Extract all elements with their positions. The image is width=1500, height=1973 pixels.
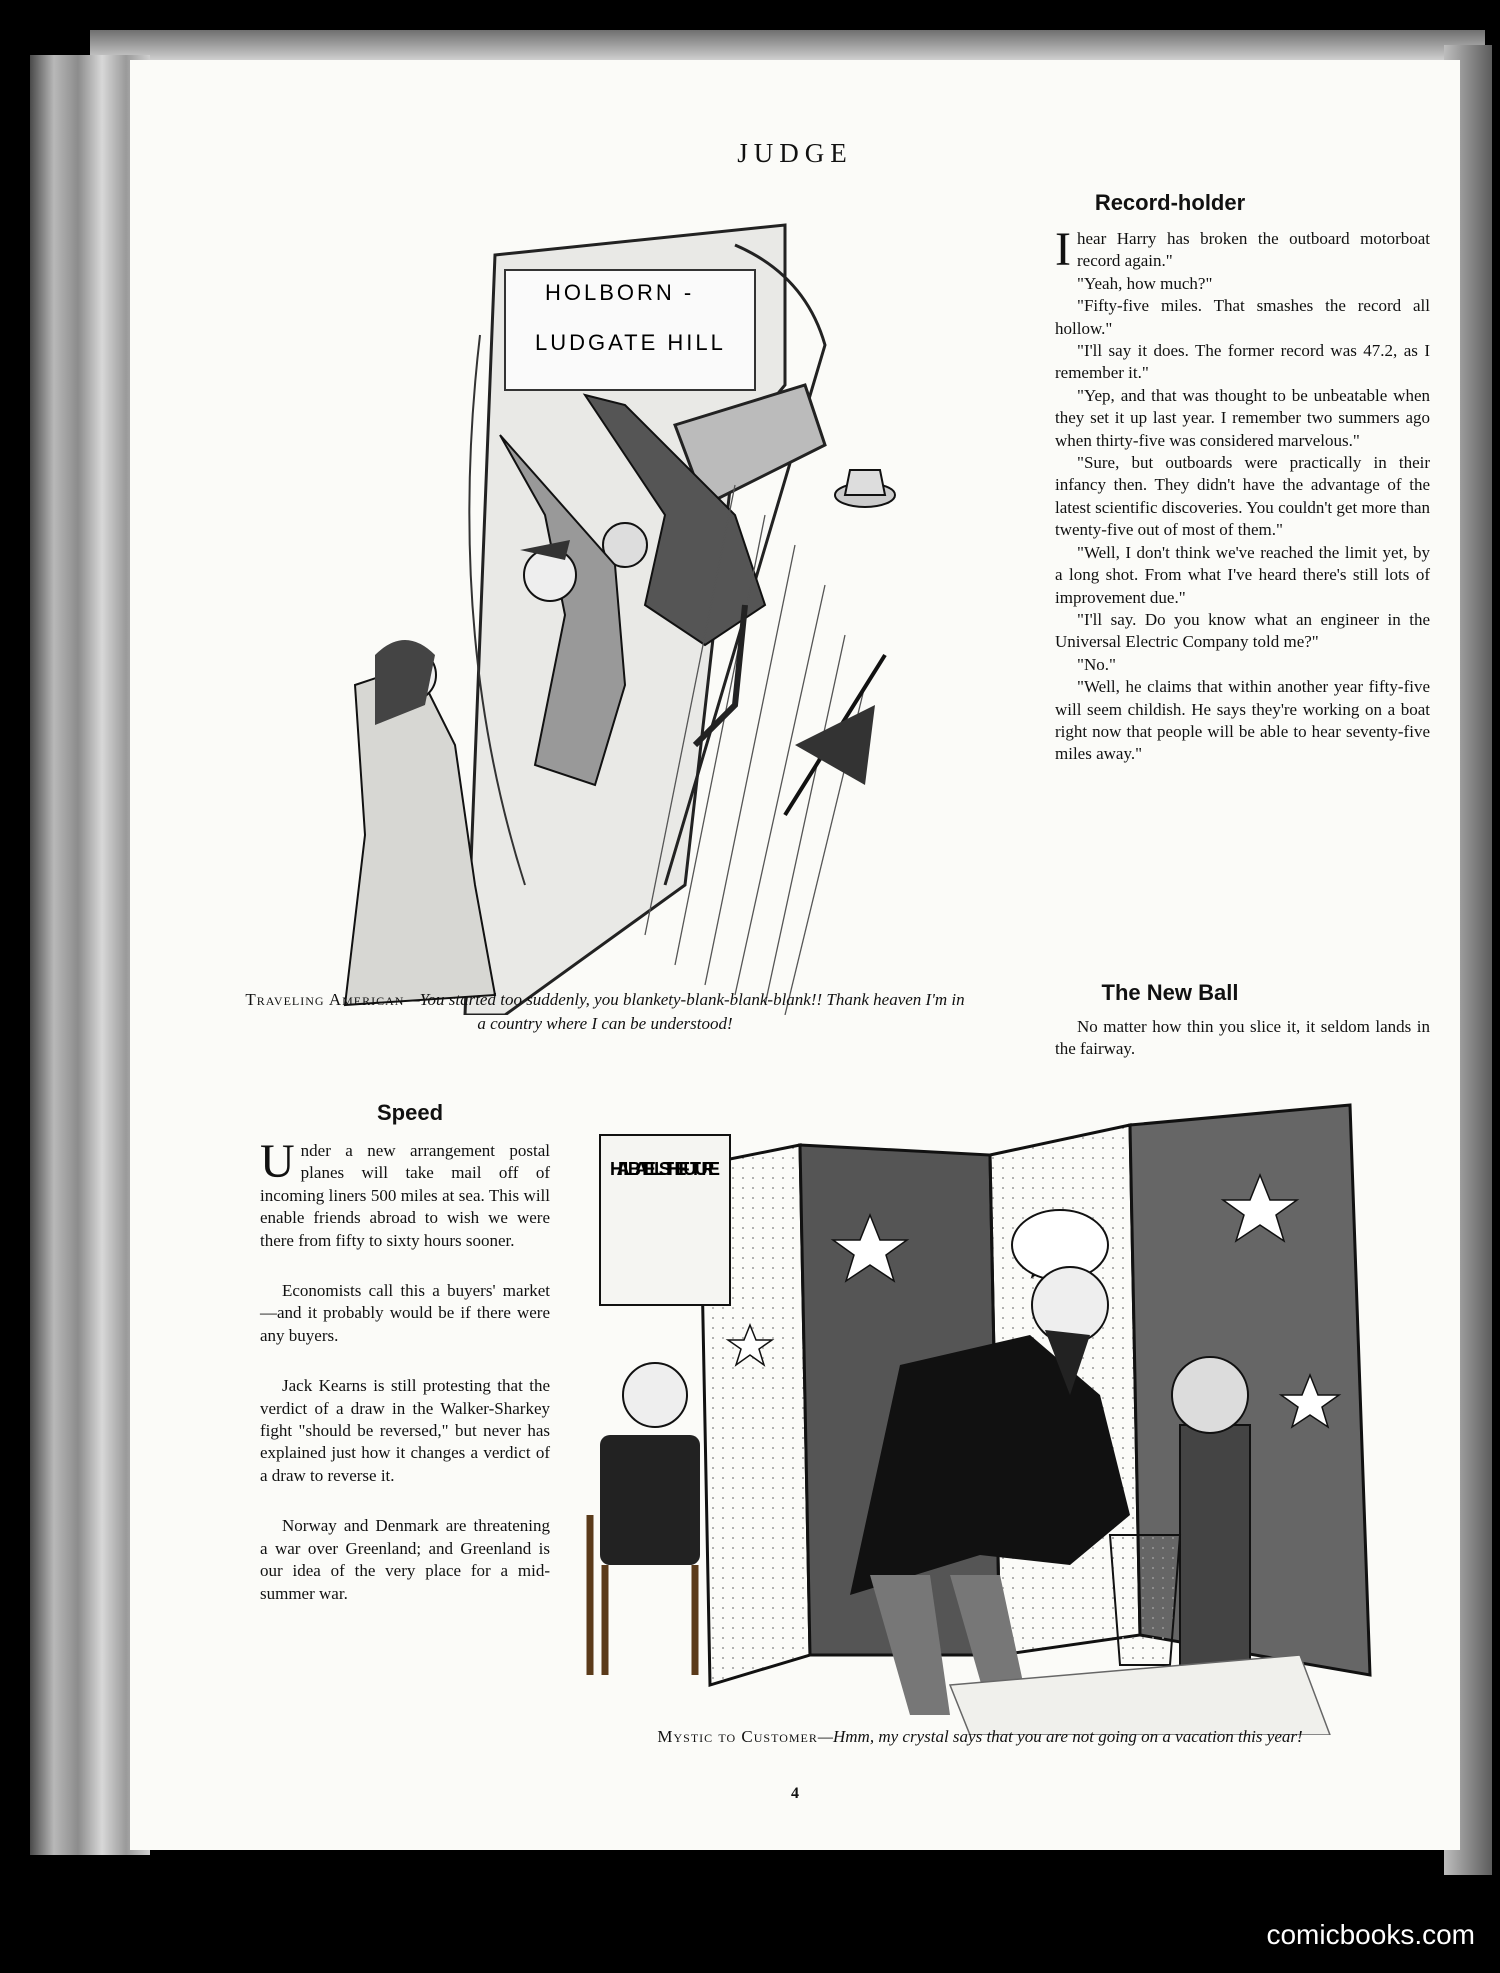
new-ball-text: No matter how thin you slice it, it seldom lands in the fairway.	[1055, 1017, 1430, 1059]
new-ball-heading: The New Ball	[1101, 980, 1239, 1005]
article-paragraph: "Fifty-five miles. That smashes the record all hollow."	[1055, 296, 1430, 338]
record-holder-article	[1055, 223, 1430, 766]
article-paragraph: "I'll say. Do you know what an engineer in the Universal Electric Company told me?"	[1055, 609, 1430, 652]
record-holder-heading: Record-holder	[1094, 190, 1246, 215]
halba-sign-text: HALBA TELLS THE FUTURE	[610, 1159, 720, 1179]
bus-cartoon-drawing	[265, 185, 925, 1015]
bus-cartoon	[265, 185, 925, 1015]
page-number: 4	[791, 1785, 799, 1802]
article-paragraph: "No."	[1077, 654, 1116, 674]
record-holder-dropcap: I	[1055, 223, 1071, 276]
article-paragraph: Economists call this a buyers' market—and it probably would be if there were any buyers.	[260, 1281, 550, 1345]
article-paragraph: "Sure, but outboards were practically in their infancy then. They didn't have the advantage of the latest scientific discoveries. You couldn't get more than twenty-five out of most of them."	[1055, 453, 1430, 540]
mystic-cartoon-drawing	[570, 1095, 1430, 1735]
book-edge-top	[90, 30, 1485, 60]
mystic-cartoon	[570, 1095, 1430, 1735]
new-ball-article	[1055, 1016, 1430, 1061]
article-paragraph: Jack Kearns is still protesting that the verdict of a draw in the Walker-Sharkey fight "should be reversed," but never has explained just how it changes a verdict of a draw to reverse it.	[260, 1376, 550, 1485]
article-paragraph: Norway and Denmark are threatening a war over Greenland; and Greenland is our idea of the very place for a mid-summer war.	[260, 1516, 550, 1603]
caption-lead: Mystic to Customer	[657, 1727, 818, 1746]
magazine-page	[130, 60, 1460, 1850]
sign-line-1: HOLBORN -	[545, 280, 695, 305]
bus-cartoon-caption	[240, 988, 970, 1036]
article-paragraph: "I'll say it does. The former record was 47.2, as I remember it."	[1055, 341, 1430, 383]
speed-article	[260, 1135, 550, 1605]
article-paragraph: "Yeah, how much?"	[1077, 273, 1213, 293]
site-watermark: comicbooks.com	[1266, 1919, 1475, 1950]
caption-quote: —Hmm, my crystal says that you are not going on a vacation this year!	[817, 1727, 1303, 1746]
article-paragraph: hear Harry has broken the outboard motorboat record again."	[1076, 229, 1430, 271]
caption-quote: —You started too suddenly, you blankety-blank-blank-blank!! Thank heaven I'm in a country where I can be understood!	[404, 990, 965, 1033]
sign-line-2: LUDGATE HILL	[535, 330, 726, 355]
article-paragraph: "Well, I don't think we've reached the limit yet, by a long shot. From what I've heard there's still lots of improvement due."	[1055, 542, 1430, 607]
article-paragraph: nder a new arrangement postal planes will take mail off of incoming liners 500 miles at sea. This will enable friends abroad to wish we were there from fifty to sixty hours sooner.	[260, 1141, 550, 1250]
speed-dropcap: U	[260, 1135, 295, 1188]
caption-lead: Traveling American	[245, 990, 405, 1009]
magazine-title: JUDGE	[737, 138, 853, 168]
speed-heading: Speed	[376, 1100, 444, 1125]
article-paragraph: "Well, he claims that within another year fifty-five will seem childish. He says they're working on a boat right now that people will be able to hear seventy-five miles away."	[1055, 677, 1430, 764]
mystic-cartoon-caption	[630, 1725, 1330, 1749]
article-paragraph: "Yep, and that was thought to be unbeatable when they set it up last year. I remember two summers ago when thirty-five was considered marvelous."	[1055, 385, 1430, 450]
